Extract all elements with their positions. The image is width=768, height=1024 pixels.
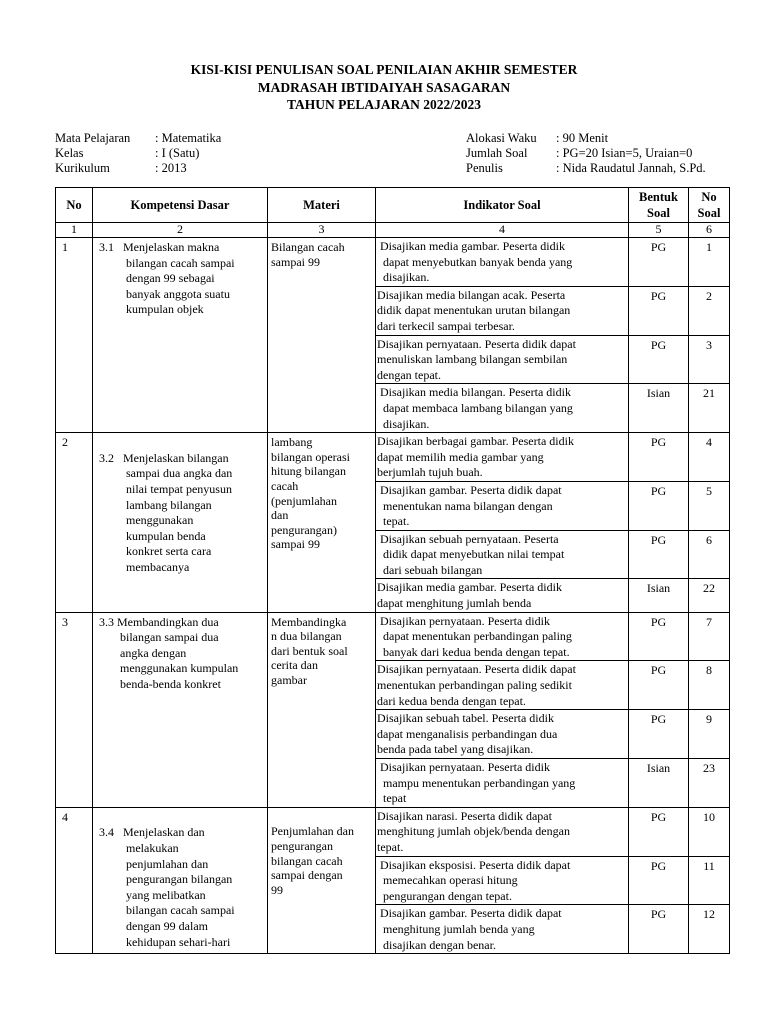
nomor-soal-cell: 12	[689, 905, 730, 954]
indikator-soal-cell	[376, 759, 629, 808]
info-row-kelas	[55, 146, 221, 161]
info-right-block	[466, 131, 706, 176]
nomor-soal-cell: 11	[689, 856, 730, 905]
indikator-text-line: menghitung jumlah objek/benda dengan	[377, 824, 570, 839]
materi-text-line: dan	[271, 508, 289, 523]
bentuk-soal-cell: Isian	[629, 384, 689, 433]
kd-text-line: bilangan cacah sampai	[99, 903, 235, 918]
nomor-soal-cell: 6	[689, 530, 730, 579]
indikator-text-line: dapat membaca lambang bilangan yang	[377, 400, 573, 415]
indikator-text-line: menuliskan lambang bilangan sembilan	[377, 352, 568, 367]
indikator-text-line: Disajikan media gambar. Peserta didik	[377, 580, 562, 595]
bentuk-soal-cell: PG	[629, 807, 689, 856]
indikator-text-line: Disajikan pernyataan. Peserta didik dapat	[377, 662, 576, 677]
indikator-soal-cell	[376, 481, 629, 530]
indikator-text-line: disajikan.	[377, 416, 430, 431]
bentuk-soal-cell: PG	[629, 530, 689, 579]
indikator-text-line: Disajikan gambar. Peserta didik dapat	[377, 906, 562, 921]
materi-text-line: lambang	[271, 435, 313, 450]
kd-text-line: bilangan cacah sampai	[99, 255, 235, 270]
indikator-text-line: Disajikan pernyataan. Peserta didik	[377, 760, 550, 774]
nomor-soal-cell: 1	[689, 238, 730, 287]
materi-text-line: bilangan operasi	[271, 449, 350, 464]
doc-title-line-1: KISI-KISI PENULISAN SOAL PENILAIAN AKHIR SEMESTER	[190, 62, 578, 77]
info-row-kurikulum	[55, 161, 221, 176]
indikator-text-line: Disajikan media bilangan acak. Peserta	[377, 287, 566, 302]
materi-cell	[268, 238, 376, 433]
materi-text-line: sampai 99	[271, 254, 320, 269]
indikator-text-line: Disajikan narasi. Peserta didik dapat	[377, 808, 552, 823]
indikator-text-line: Disajikan eksposisi. Peserta didik dapat	[377, 857, 571, 872]
indikator-text-line: Disajikan pernyataan. Peserta didik	[377, 613, 550, 628]
kd-text-line: melakukan	[99, 840, 179, 855]
indikator-text-line: Disajikan sebuah pernyataan. Peserta	[377, 531, 559, 546]
header-indikator-soal: Indikator Soal	[376, 188, 629, 223]
header-kompetensi-dasar: Kompetensi Dasar	[93, 188, 268, 223]
kd-text-line: dengan 99 dalam	[99, 918, 208, 933]
nomor-soal-cell: 22	[689, 579, 730, 612]
bentuk-soal-cell: PG	[629, 661, 689, 710]
indikator-text-line: disajikan.	[377, 270, 430, 285]
kd-text-line: menggunakan	[99, 513, 194, 528]
bentuk-soal-cell: Isian	[629, 759, 689, 808]
kd-text-line: 3.2 Menjelaskan bilangan	[99, 450, 229, 465]
header-bentuk-soal	[629, 188, 689, 223]
row-number: 1	[56, 238, 93, 433]
indikator-text-line: menentukan perbandingan paling sedikit	[377, 678, 572, 693]
info-label: Penulis	[466, 161, 503, 175]
indikator-soal-cell	[376, 612, 629, 661]
materi-text-line: bilangan cacah	[271, 853, 343, 868]
info-value: : 2013	[155, 161, 187, 175]
info-value: : PG=20 Isian=5, Uraian=0	[556, 146, 693, 160]
header-materi: Materi	[268, 188, 376, 223]
kd-text-line: sampai dua angka dan	[99, 466, 233, 481]
bentuk-soal-cell: PG	[629, 286, 689, 335]
indikator-text-line: dapat memilih media gambar yang	[377, 449, 544, 464]
indikator-soal-cell	[376, 807, 629, 856]
indikator-text-line: Disajikan media bilangan. Peserta didik	[377, 385, 571, 400]
table-row	[56, 238, 730, 287]
kd-text-line: nilai tempat penyusun	[99, 481, 232, 496]
indikator-text-line: dapat menyebutkan banyak benda yang	[377, 254, 573, 269]
nomor-soal-cell: 3	[689, 335, 730, 384]
bentuk-soal-cell: PG	[629, 710, 689, 759]
column-index: 3	[268, 223, 376, 238]
info-label: Mata Pelajaran	[55, 131, 131, 145]
kd-text-line: kumpulan objek	[99, 302, 204, 317]
indikator-text-line: tepat.	[377, 514, 410, 529]
bentuk-soal-cell: PG	[629, 335, 689, 384]
nomor-soal-cell: 7	[689, 612, 730, 661]
materi-text-line: Bilangan cacah	[271, 240, 345, 254]
kd-text-line: bilangan sampai dua	[99, 630, 219, 645]
kd-text-line: benda-benda konkret	[99, 677, 221, 692]
nomor-soal-cell: 21	[689, 384, 730, 433]
indikator-soal-cell	[376, 238, 629, 287]
info-value: : Nida Raudatul Jannah, S.Pd.	[556, 161, 706, 175]
kd-text-line	[99, 435, 267, 451]
nomor-soal-cell: 8	[689, 661, 730, 710]
indikator-text-line: dari kedua benda dengan tepat.	[377, 693, 526, 708]
materi-cell	[268, 807, 376, 953]
kd-text-line: konkret serta cara	[99, 544, 212, 559]
indikator-text-line: dapat menentukan perbandingan paling	[377, 629, 572, 644]
indikator-text-line: tepat.	[377, 839, 404, 854]
indikator-text-line: memecahkan operasi hitung	[377, 873, 518, 888]
kd-text-line: menggunakan kumpulan	[99, 661, 239, 676]
indikator-soal-cell	[376, 905, 629, 954]
info-row-penulis	[466, 161, 706, 176]
info-value: : I (Satu)	[155, 146, 200, 160]
materi-text-line: (penjumlahan	[271, 493, 337, 508]
materi-text-line: cacah	[271, 478, 299, 493]
indikator-soal-cell	[376, 286, 629, 335]
nomor-soal-cell: 10	[689, 807, 730, 856]
info-value: : 90 Menit	[556, 131, 609, 145]
indikator-text-line: menentukan nama bilangan dengan	[377, 498, 553, 513]
bentuk-soal-cell: PG	[629, 433, 689, 482]
bentuk-soal-cell: PG	[629, 905, 689, 954]
row-number: 3	[56, 612, 93, 807]
indikator-soal-cell	[376, 384, 629, 433]
header-no: No	[56, 188, 93, 223]
indikator-text-line: dapat menganalisis perbandingan dua	[377, 726, 558, 741]
kd-text-line: yang melibatkan	[99, 887, 206, 902]
materi-text-line: sampai dengan	[271, 868, 343, 883]
bentuk-soal-cell: PG	[629, 481, 689, 530]
materi-text-line: n dua bilangan	[271, 629, 342, 644]
info-label: Alokasi Waku	[466, 131, 537, 145]
indikator-text-line: pengurangan dengan tepat.	[377, 888, 512, 903]
materi-text-line: sampai 99	[271, 537, 320, 552]
kompetensi-dasar-cell	[93, 238, 268, 433]
indikator-text-line: Disajikan berbagai gambar. Peserta didik	[377, 434, 574, 449]
kd-text-line: kumpulan benda	[99, 528, 206, 543]
materi-text-line: 99	[271, 882, 283, 897]
nomor-soal-cell: 2	[689, 286, 730, 335]
kd-text-line: dengan 99 sebagai	[99, 271, 215, 286]
table-row	[56, 807, 730, 856]
kd-text-line	[99, 810, 267, 826]
indikator-soal-cell	[376, 579, 629, 612]
bentuk-soal-cell: PG	[629, 612, 689, 661]
kompetensi-dasar-cell	[93, 433, 268, 613]
row-number: 2	[56, 433, 93, 613]
indikator-soal-cell	[376, 530, 629, 579]
materi-text-line: Membandingka	[271, 614, 347, 629]
header-no-soal	[689, 188, 730, 223]
nomor-soal-cell: 4	[689, 433, 730, 482]
indikator-text-line: dengan tepat.	[377, 367, 441, 382]
materi-text-line: pengurangan)	[271, 522, 337, 537]
indikator-text-line: Disajikan sebuah tabel. Peserta didik	[377, 711, 554, 726]
info-value: : Matematika	[155, 131, 222, 145]
materi-text-line: hitung bilangan	[271, 464, 346, 479]
column-index: 4	[376, 223, 629, 238]
info-row-alokasi	[466, 131, 706, 146]
indikator-text-line: didik dapat menyebutkan nilai tempat	[377, 547, 565, 562]
kd-text-line: 3.3 Membandingkan dua	[99, 614, 219, 629]
indikator-text-line: Disajikan media gambar. Peserta didik	[377, 239, 565, 253]
kd-text-line: angka dengan	[99, 645, 187, 660]
kompetensi-dasar-cell	[93, 612, 268, 807]
indikator-text-line: menghitung jumlah benda yang	[377, 921, 535, 936]
indikator-soal-cell	[376, 661, 629, 710]
indikator-text-line: dari sebuah bilangan	[377, 562, 483, 577]
kisi-kisi-table	[55, 187, 730, 954]
doc-title-line-2: MADRASAH IBTIDAIYAH SASAGARAN	[257, 80, 511, 95]
column-index: 6	[689, 223, 730, 238]
info-row-jumlah-soal	[466, 146, 706, 161]
indikator-soal-cell	[376, 856, 629, 905]
kd-text-line: pengurangan bilangan	[99, 872, 233, 887]
nomor-soal-cell: 5	[689, 481, 730, 530]
table-row	[56, 433, 730, 482]
bentuk-soal-cell: Isian	[629, 579, 689, 612]
column-index: 5	[629, 223, 689, 238]
indikator-text-line: didik dapat menentukan urutan bilangan	[377, 303, 571, 318]
header-text: Bentuk	[639, 190, 678, 204]
materi-text-line	[271, 810, 375, 825]
kd-text-line: 3.4 Menjelaskan dan	[99, 825, 205, 840]
info-row-mapel	[55, 131, 221, 146]
materi-text-line: gambar	[271, 673, 307, 688]
indikator-text-line: dapat menghitung jumlah benda	[377, 596, 532, 611]
header-text: No	[701, 190, 717, 204]
indikator-text-line: berjumlah tujuh buah.	[377, 465, 483, 480]
indikator-soal-cell	[376, 710, 629, 759]
indikator-text-line: mampu menentukan perbandingan yang	[377, 775, 576, 790]
indikator-text-line: Disajikan pernyataan. Peserta didik dapat	[377, 336, 576, 351]
indikator-text-line: dari terkecil sampai terbesar.	[377, 318, 515, 333]
kompetensi-dasar-cell	[93, 807, 268, 953]
kd-text-line: lambang bilangan	[99, 497, 212, 512]
indikator-text-line: Disajikan gambar. Peserta didik dapat	[377, 482, 562, 497]
kd-text-line: 3.1 Menjelaskan makna	[99, 240, 220, 254]
indikator-text-line: tepat	[377, 791, 407, 806]
materi-text-line: dari bentuk soal	[271, 643, 348, 658]
indikator-text-line: disajikan dengan benar.	[377, 937, 496, 952]
kd-text-line: membacanya	[99, 559, 190, 574]
indikator-soal-cell	[376, 335, 629, 384]
column-index-row	[56, 223, 730, 238]
header-text: Soal	[647, 206, 670, 220]
bentuk-soal-cell: PG	[629, 856, 689, 905]
kd-text-line: penjumlahan dan	[99, 856, 209, 871]
materi-cell	[268, 612, 376, 807]
column-index: 2	[93, 223, 268, 238]
kd-text-line: banyak anggota suatu	[99, 286, 230, 301]
indikator-text-line: benda pada tabel yang disajikan.	[377, 742, 534, 757]
materi-cell	[268, 433, 376, 613]
info-label: Jumlah Soal	[466, 146, 528, 160]
info-label: Kurikulum	[55, 161, 110, 175]
table-header-row	[56, 188, 730, 223]
column-index: 1	[56, 223, 93, 238]
nomor-soal-cell: 23	[689, 759, 730, 808]
nomor-soal-cell: 9	[689, 710, 730, 759]
table-row	[56, 612, 730, 661]
materi-text-line: pengurangan	[271, 838, 333, 853]
indikator-text-line: banyak dari kedua benda dengan tepat.	[377, 644, 570, 659]
info-label: Kelas	[55, 146, 84, 160]
header-text: Soal	[697, 206, 721, 220]
info-left-block	[55, 131, 221, 176]
doc-title-line-3: TAHUN PELAJARAN 2022/2023	[286, 97, 481, 112]
bentuk-soal-cell: PG	[629, 238, 689, 287]
materi-text-line: cerita dan	[271, 658, 318, 673]
indikator-soal-cell	[376, 433, 629, 482]
materi-text-line: Penjumlahan dan	[271, 824, 354, 839]
row-number: 4	[56, 807, 93, 953]
kd-text-line: kehidupan sehari-hari	[99, 934, 231, 949]
